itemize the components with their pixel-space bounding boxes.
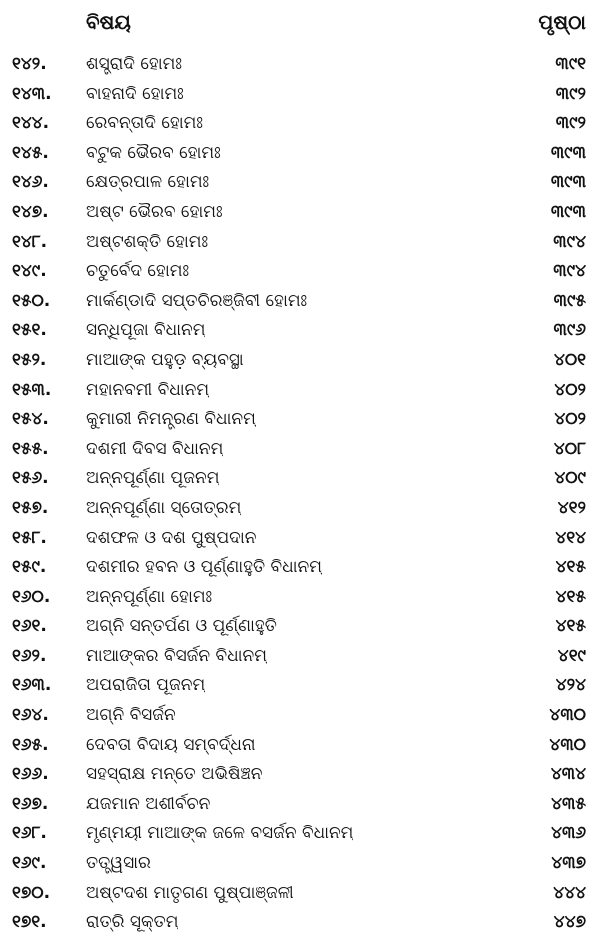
entry-page-number: ୪୧୫: [555, 557, 586, 578]
entry-title: ଅଷ୍ଟଶକ୍ତି ହୋମଃ: [86, 231, 209, 252]
entry-number: ୧୬୦.: [12, 586, 51, 607]
entry-number: ୧୭୦.: [12, 882, 51, 903]
entry-page-number: ୪୧୪: [555, 527, 586, 548]
toc-row: [0, 405, 600, 435]
entry-title: ତତ୍ତ୍ୱସାର: [86, 853, 151, 874]
entry-page-number: ୪୩୪: [550, 764, 586, 785]
toc-row: [0, 879, 600, 909]
entry-title: ଅଷ୍ଟଦଶ ମାତୃଗଣ ପୁଷ୍ପାଞ୍ଜଳୀ: [86, 882, 294, 903]
entry-number: ୧୬୮.: [12, 823, 47, 844]
toc-row: [0, 790, 600, 820]
toc-row: [0, 642, 600, 672]
toc-row: [0, 287, 600, 317]
entry-number: ୧୪୪.: [12, 113, 50, 134]
toc-row: [0, 553, 600, 583]
entry-number: ୧୫୭.: [12, 497, 49, 518]
entry-page-number: ୪୩୭: [551, 853, 586, 874]
entry-page-number: ୪୦୯: [554, 468, 586, 489]
entry-number: ୧୫୩.: [12, 379, 52, 400]
entry-number: ୧୬୨.: [12, 645, 47, 666]
entry-number: ୧୪୩.: [12, 83, 52, 104]
entry-number: ୧୫୪.: [12, 409, 49, 430]
toc-row: [0, 494, 600, 524]
toc-row: [0, 908, 600, 938]
entry-page-number: ୪୧୫: [555, 616, 586, 637]
entry-page-number: ୩୯୧: [555, 54, 586, 74]
entry-number: ୧୫୯.: [12, 557, 47, 578]
toc-row: [0, 435, 600, 465]
entry-title: କୁମାରୀ ନିମନ୍ତ୍ରଣ ବିଧାନମ୍: [86, 409, 256, 430]
toc-row: [0, 139, 600, 169]
entry-page-number: ୪୩୫: [551, 793, 586, 814]
entry-number: ୧୬୪.: [12, 705, 49, 726]
entry-title: କ୍ଷେତ୍ରପାଳ ହୋମଃ: [86, 172, 210, 193]
entry-title: ଦଶମୀ ଦିବସ ବିଧାନମ୍: [86, 438, 224, 459]
entry-number: ୧୪୭.: [12, 201, 49, 222]
entry-title: ଅଗ୍ନି ସନ୍ତର୍ପଣ ଓ ପୂର୍ଣ୍ଣାହୁତି: [86, 616, 277, 637]
entry-page-number: ୩୯୫: [553, 290, 586, 311]
entry-number: ୧୪୮.: [12, 231, 48, 252]
toc-row: [0, 583, 600, 613]
entry-number: ୧୬୬.: [12, 764, 49, 785]
entry-number: ୧୬୭.: [12, 793, 49, 814]
toc-row: [0, 109, 600, 139]
toc-row: [0, 198, 600, 228]
entry-title: ଅନ୍ନପୂର୍ଣ୍ଣା ସ୍ତୋତ୍ରମ୍: [86, 497, 242, 518]
entry-number: ୧୪୫.: [12, 142, 49, 163]
entry-page-number: ୩୯୩: [550, 201, 586, 222]
entry-title: ସହସ୍ରାକ୍ଷ ମନ୍ତେ ଅଭିଷିଞ୍ଚନ: [86, 764, 263, 785]
toc-row: [0, 346, 600, 376]
toc-row: [0, 257, 600, 287]
entry-title: ଶସ୍ତ୍ରାଦି ହୋମଃ: [86, 54, 182, 74]
entry-title: ମାଆଙ୍କ ପହୁଡ଼ ବ୍ୟବସ୍ଥା: [86, 349, 244, 370]
entry-number: ୧୬୩.: [12, 675, 52, 696]
entry-number: ୧୫୨.: [12, 349, 47, 370]
toc-row: [0, 464, 600, 494]
entry-page-number: ୪୩୦: [549, 705, 586, 726]
toc-row: [0, 760, 600, 790]
entry-page-number: ୪୦୨: [554, 409, 586, 430]
toc-row: [0, 228, 600, 258]
entry-title: ସନ୍ଧିପୂଜା ବିଧାନମ୍: [86, 320, 206, 341]
subject-column-heading: ବିଷୟ: [86, 10, 131, 34]
toc-row: [0, 819, 600, 849]
entry-page-number: ୪୧୯: [557, 645, 586, 666]
entry-page-number: ୪୪୭: [553, 912, 586, 933]
entry-title: ମହାନବମୀ ବିଧାନମ୍: [86, 379, 210, 400]
entry-page-number: ୩୯୨: [555, 113, 586, 134]
entry-number: ୧୫୮.: [12, 527, 47, 548]
toc-row: [0, 731, 600, 761]
entry-number: ୧୬୯.: [12, 853, 47, 874]
entry-title: ମାର୍କଣ୍ଡାଦି ସପ୍ତଚିରଞ୍ଜିବୀ ହୋମଃ: [86, 290, 308, 311]
toc-row: [0, 849, 600, 879]
entry-title: ରେବନ୍ତାଦି ହୋମଃ: [86, 113, 203, 134]
entry-page-number: ୩୯୬: [553, 320, 586, 341]
toc-row: [0, 524, 600, 554]
toc-header: [0, 10, 600, 44]
entry-title: ଅଗ୍ନି ବିସର୍ଜନ: [86, 705, 176, 726]
entry-title: ଅନ୍ନପୂର୍ଣ୍ଣା ପୂଜନମ୍: [86, 468, 220, 489]
entry-number: ୧୪୨.: [12, 54, 47, 74]
entry-page-number: ୩୯୪: [553, 231, 586, 252]
entry-title: ଦଶମୀର ହବନ ଓ ପୂର୍ଣ୍ଣାହୁତି ବିଧାନମ୍: [86, 557, 322, 578]
toc-row: [0, 376, 600, 406]
toc-row: [0, 316, 600, 346]
entry-number: ୧୬୧.: [12, 616, 47, 637]
toc-row: [0, 50, 600, 80]
entry-number: ୧୫୬.: [12, 468, 49, 489]
entry-page-number: ୩୯୨: [555, 83, 586, 104]
entry-title: ଯଜମାନ ଅଶୀର୍ବଚନ: [86, 793, 211, 814]
toc-row: [0, 701, 600, 731]
entry-page-number: ୪୧୫: [555, 586, 586, 607]
entry-page-number: ୩୯୪: [553, 261, 586, 282]
entry-number: ୧୬୫.: [12, 734, 49, 755]
toc-row: [0, 80, 600, 110]
entry-page-number: ୪୪୪: [553, 882, 586, 903]
entry-page-number: ୪୨୪: [555, 675, 586, 696]
entry-number: ୧୫୫.: [12, 438, 49, 459]
entry-page-number: ୪୩୬: [551, 823, 586, 844]
entry-title: ବାହନାଦି ହୋମଃ: [86, 83, 184, 104]
entry-page-number: ୪୦୨: [554, 379, 586, 400]
entry-number: ୧୫୧.: [12, 320, 47, 341]
entry-page-number: ୩୯୩: [550, 172, 586, 193]
entry-number: ୧୭୧.: [12, 912, 47, 933]
entry-title: ଅନ୍ନପୂର୍ଣ୍ଣା ହୋମଃ: [86, 586, 213, 607]
entry-page-number: ୪୩୦: [549, 734, 586, 755]
entry-title: ମାଆଙ୍କର ବିସର୍ଜନ ବିଧାନମ୍: [86, 645, 267, 666]
toc-row: [0, 671, 600, 701]
page-column-heading: ପୃଷ୍ଠା: [538, 10, 586, 34]
entry-title: ଅଷ୍ଟ ଭୈରବ ହୋମଃ: [86, 201, 223, 222]
entry-number: ୧୫୦.: [12, 290, 51, 311]
entry-page-number: ୪୦୧: [553, 349, 586, 370]
toc-list: [0, 50, 600, 938]
entry-title: ଚତୁର୍ବେଦ ହୋମଃ: [86, 261, 190, 282]
entry-page-number: ୪୦୮: [553, 438, 586, 459]
entry-number: ୧୪୬.: [12, 172, 49, 193]
entry-page-number: ୪୧୨: [557, 497, 586, 518]
entry-title: ବଟୁକ ଭୈରବ ହୋମଃ: [86, 142, 221, 163]
entry-title: ମୃଣ୍ମୟୀ ମାଆଙ୍କ ଜଳେ ବସର୍ଜନ ବିଧାନମ୍: [86, 823, 354, 844]
toc-row: [0, 168, 600, 198]
entry-title: ଦଶଫଳ ଓ ଦଶ ପୁଷ୍ପଦାନ: [86, 527, 257, 548]
entry-title: ରାତ୍ରି ସୂକ୍ତମ୍: [86, 912, 179, 933]
entry-title: ଅପରାଜିତା ପୂଜନମ୍: [86, 675, 206, 696]
entry-page-number: ୩୯୩: [550, 142, 586, 163]
entry-title: ଦେବତା ବିଦାୟ ସମ୍ବର୍ଦ୍ଧନା: [86, 734, 256, 755]
entry-number: ୧୪୯.: [12, 261, 47, 282]
toc-row: [0, 612, 600, 642]
